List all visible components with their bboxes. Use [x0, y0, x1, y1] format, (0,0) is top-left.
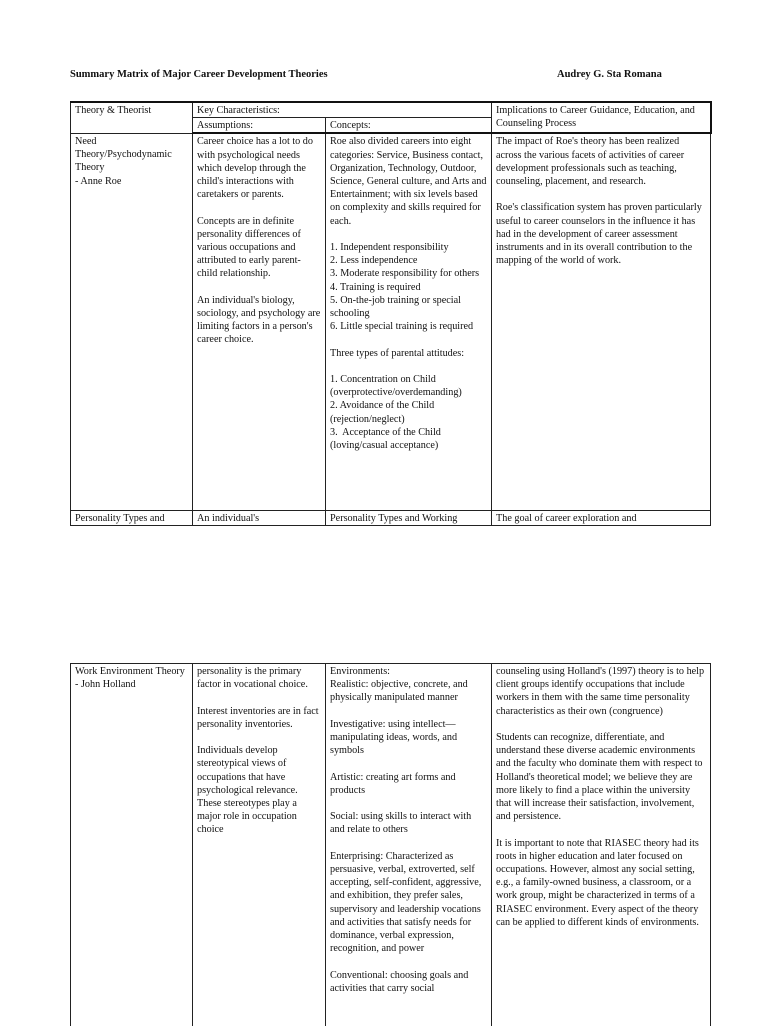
- holland-implications-cell: [492, 664, 711, 1026]
- header-concepts-label: Concepts:: [330, 120, 371, 132]
- holland-concepts-cell: [326, 664, 492, 1026]
- roe-implications-text: The impact of Roe's theory has been realized across the various facets of activities of career development professionals such as teaching, counseling, placement, and research. Roe's classification system has proven particularly useful to career counselors in the influence it has had in the development of career assessment instruments and in its overall contribution to the mapping of the world of work.: [496, 136, 702, 267]
- holland-assumptions-cell-start: [193, 510, 326, 525]
- header-assumptions: [193, 118, 326, 134]
- header-theory-theorist: [71, 102, 193, 133]
- table-row-roe: [71, 133, 711, 510]
- holland-theory-text-start: Personality Types and: [75, 512, 165, 524]
- document-title: Summary Matrix of Major Career Development Theories: [70, 69, 328, 80]
- header-implications: [492, 102, 711, 133]
- roe-assumptions-text: Career choice has a lot to do with psychological needs which develop through the child's interactions with caretakers or parents. Concepts are in definite personality differences of various occupations and attributed to early parent-child relationship. An individual's biology, sociology, and psychology are limiting factors in a person's career choice.: [197, 136, 321, 346]
- holland-concepts-text: Environments: Realistic: objective, concrete, and physically manipulated manner Investigative: using intellect—manipulating ideas, words, and symbols Artistic: creating art forms and products Social: using skills to interact with and relate to others Enterprising: Characterized as persuasive, verbal, extroverted, self accepting, self-confident, aggressive, and exhibition, they prefer sales, supervisory and leadership vocations and activities that satisfy needs for dominance, verbal expression, recognition, and power Conventional: choosing goals and activities that carry social: [330, 666, 482, 994]
- header-key-characteristics: [193, 102, 492, 118]
- header-theory-label: Theory & Theorist: [75, 105, 152, 116]
- table-header-row: [71, 102, 711, 118]
- roe-concepts-text: Roe also divided careers into eight categories: Service, Business contact, Organization, Technology, Outdoor, Science, General culture, and Arts and Entertainment; with six levels based on complexity and skills required for each. 1. Independent responsibility 2. Less independence 3. Moderate responsibility for others 4. Training is required 5. On-the-job training or special schooling 6. Little special training is required Three types of parental attitudes: 1. Concentration on Child (overprotective/overdemanding) 2. Avoidance of the Child (rejection/neglect) 3. Acceptance of the Child (loving/casual acceptance): [330, 136, 487, 452]
- theories-matrix-table-page2: [70, 663, 711, 1026]
- roe-concepts-cell: [326, 133, 492, 510]
- header-concepts: [326, 118, 492, 134]
- roe-assumptions-cell: [193, 133, 326, 510]
- holland-theory-cell: [71, 664, 193, 1026]
- holland-assumptions-text-start: An individual's: [197, 512, 260, 524]
- holland-theory-text: Work Environment Theory - John Holland: [75, 666, 185, 691]
- holland-assumptions-text: personality is the primary factor in vocational choice. Interest inventories are in fact personality inventories. Individuals develop stereotypical views of occupations that have psychological relevance. These stereotypes play a major role in occupation choice: [197, 666, 319, 836]
- holland-concepts-cell-start: [326, 510, 492, 525]
- table-row-holland-start: [71, 510, 711, 525]
- roe-implications-cell: [492, 133, 711, 510]
- header-key-label: Key Characteristics:: [197, 105, 280, 116]
- holland-assumptions-cell: [193, 664, 326, 1026]
- holland-implications-text-start: The goal of career exploration and: [496, 512, 637, 524]
- holland-implications-text: counseling using Holland's (1997) theory is to help client groups identify occupations that include workers in them with the same time personality characteristics as their own (congruence) Students can recognize, differentiate, and understand these diverse academic environments and the faculty who dominate them with respect to Holland's theoretical model; we believe they are more likely to find a place within the university that will increase their satisfaction, involvement, and persistence. It is important to note that RIASEC theory had its roots in higher education and later focused on occupations. However, almost any social setting, e.g., a family-owned business, a classroom, or a work group, might be characterized in terms of a RIASEC environment. Every aspect of the theory can be applied to different kinds of environments.: [496, 666, 705, 928]
- header-implications-label: Implications to Career Guidance, Education, and Counseling Process: [496, 105, 698, 130]
- roe-theory-cell: [71, 133, 193, 510]
- theories-matrix-table-page1: [70, 101, 712, 526]
- holland-implications-cell-start: [492, 510, 711, 525]
- holland-concepts-text-start: Personality Types and Working: [330, 512, 458, 524]
- header-assumptions-label: Assumptions:: [197, 120, 254, 132]
- table-row-holland-continued: [71, 664, 711, 1026]
- document-author: Audrey G. Sta Romana: [557, 69, 662, 80]
- holland-theory-cell-start: [71, 510, 193, 525]
- roe-theory-text: Need Theory/Psychodynamic Theory - Anne Roe: [75, 135, 172, 187]
